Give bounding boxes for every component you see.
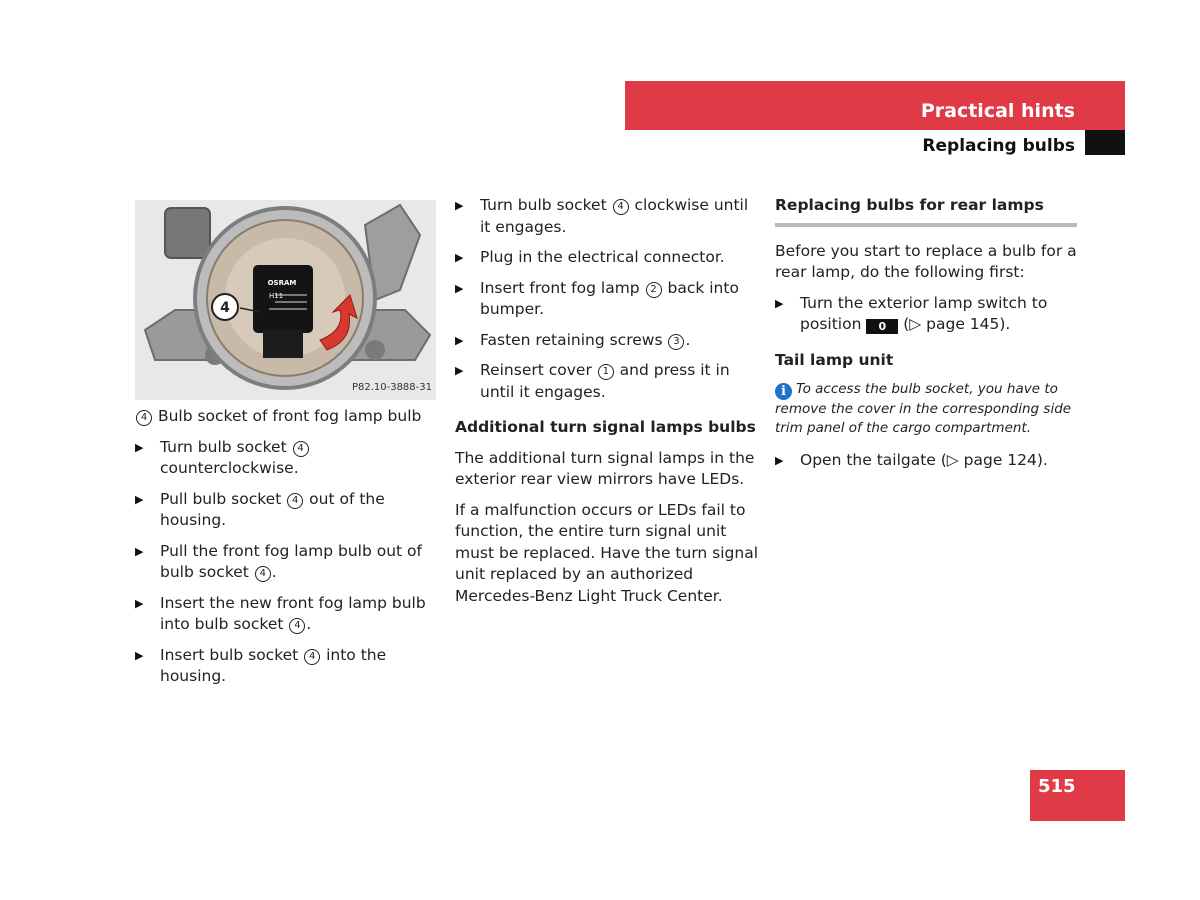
step-text: Turn the exterior lamp switch to position <box>800 293 1048 333</box>
step-text: back into bumper. <box>480 278 739 318</box>
step-text: Plug in the electrical connector. <box>480 248 725 266</box>
bullet-arrow-icon: ▶ <box>135 492 144 506</box>
list-item <box>135 437 440 480</box>
step-num: 4 <box>289 618 305 634</box>
column-middle <box>455 195 760 616</box>
list-item <box>135 645 440 688</box>
list-item <box>455 195 760 238</box>
step-text: . <box>306 615 312 633</box>
fog-lamp-illustration <box>135 200 436 400</box>
paragraph: Before you start to replace a bulb for a rear lamp, do the following first: <box>775 241 1077 281</box>
page-number: 515 <box>1038 776 1076 797</box>
section-subtitle: Replacing bulbs <box>922 136 1075 156</box>
list-item <box>135 541 440 584</box>
bullet-arrow-icon: ▶ <box>135 440 144 454</box>
info-icon: i <box>775 383 792 400</box>
info-note <box>775 380 1077 438</box>
step-text: . <box>271 563 277 581</box>
bullet-arrow-icon: ▶ <box>775 454 784 467</box>
bullet-arrow-icon: ▶ <box>455 333 464 347</box>
bulb-type-label: H11 <box>269 292 284 300</box>
figure-caption <box>135 406 440 428</box>
step-num: 4 <box>613 199 629 215</box>
step-text: and press it in until it engages. <box>480 361 730 401</box>
list-item <box>775 450 1077 472</box>
bullet-arrow-icon: ▶ <box>455 199 464 212</box>
step-text: counterclockwise. <box>160 459 299 477</box>
step-num: 4 <box>293 441 309 457</box>
bullet-arrow-icon: ▶ <box>135 544 144 558</box>
bullet-arrow-icon: ▶ <box>775 296 784 310</box>
step-num: 3 <box>668 334 684 350</box>
bulb-brand-label: OSRAM <box>267 279 297 287</box>
step-text: Reinsert cover <box>480 361 597 379</box>
step-text: (▷ page 145). <box>898 315 1011 333</box>
bullet-arrow-icon: ▶ <box>135 596 144 610</box>
step-text: Fasten retaining screws <box>480 330 668 349</box>
paragraph: The additional turn signal lamps in the exterior rear view mirrors have LEDs. <box>455 448 755 488</box>
switch-position-badge: 0 <box>866 319 898 334</box>
step-text: . <box>685 330 691 349</box>
note-text: To access the bulb socket, you have to remove the cover in the corresponding side trim panel of the cargo compartment. <box>775 381 1072 436</box>
header-black-tab <box>1085 130 1125 155</box>
step-text: out of the housing. <box>160 489 385 529</box>
column-right <box>775 195 1077 481</box>
step-num: 4 <box>255 566 271 582</box>
list-item <box>775 293 1077 336</box>
fog-lamp-figure <box>135 200 436 400</box>
callout-number: 4 <box>220 300 230 316</box>
list-item <box>135 593 440 636</box>
step-num: 2 <box>646 282 662 298</box>
bullet-arrow-icon: ▶ <box>455 251 464 264</box>
bullet-arrow-icon: ▶ <box>135 648 144 662</box>
list-item <box>135 489 440 532</box>
step-num: 4 <box>287 493 303 509</box>
step-text: into the housing. <box>160 645 387 685</box>
step-text: Open the tailgate (▷ page 124). <box>800 451 1048 469</box>
heading-turn-signal: Additional turn signal lamps bulbs <box>455 418 756 436</box>
list-item <box>455 247 760 269</box>
step-num: 1 <box>598 364 614 380</box>
figure-code: P82.10-3888-31 <box>351 381 432 393</box>
step-num: 4 <box>304 649 320 665</box>
caption-text: Bulb socket of front fog lamp bulb <box>157 407 422 425</box>
heading-tail-lamp: Tail lamp unit <box>775 350 894 369</box>
paragraph: If a malfunction occurs or LEDs fail to function, the entire turn signal unit must be replaced. Have the turn signal unit replaced by an authorized Mercedes-Benz Light Truck Center. <box>455 500 759 605</box>
step-text: Pull the front fog lamp bulb out of bulb socket <box>160 541 422 581</box>
step-text: Turn bulb socket <box>160 437 292 456</box>
list-item <box>455 360 760 403</box>
step-text: Turn bulb socket <box>480 196 612 214</box>
bullet-arrow-icon: ▶ <box>455 281 464 295</box>
step-text: Insert front fog lamp <box>480 278 645 297</box>
heading-rear-lamps: Replacing bulbs for rear lamps <box>775 195 1077 227</box>
section-title: Practical hints <box>920 100 1075 122</box>
list-item <box>455 330 760 352</box>
step-text: clockwise until it engages. <box>480 196 749 236</box>
list-item <box>455 278 760 321</box>
bullet-arrow-icon: ▶ <box>455 364 464 377</box>
column-left <box>135 195 440 697</box>
step-text: Pull bulb socket <box>160 489 287 508</box>
caption-num: 4 <box>136 410 152 426</box>
step-text: Insert the new front fog lamp bulb into bulb socket <box>160 593 426 633</box>
step-text: Insert bulb socket <box>160 645 304 664</box>
